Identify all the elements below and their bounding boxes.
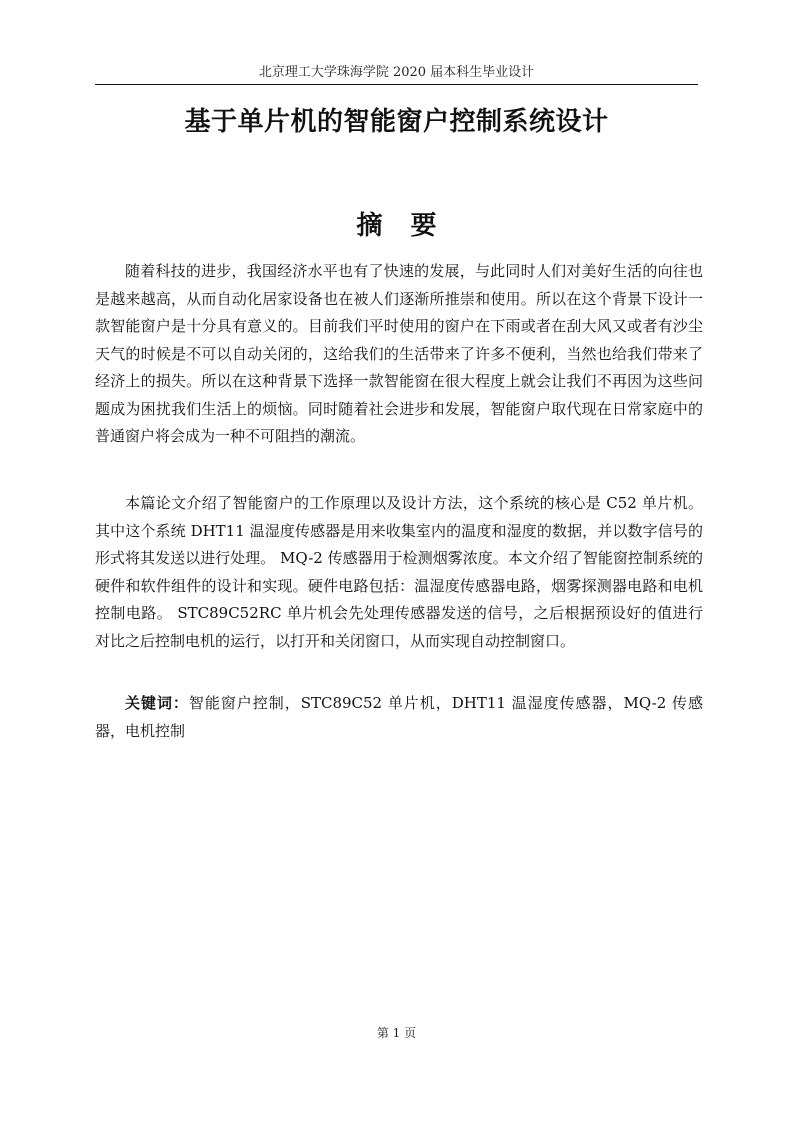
abstract-paragraph-1: 随着科技的进步，我国经济水平也有了快速的发展，与此同时人们对美好生活的向往也是越来越高，从而自动化居家设备也在被人们逐渐所推崇和使用。所以在这个背景下设计一款智能窗户是十分具有意义的。目前我们平时使用的窗户在下雨或者在刮大风又或者有沙尘天气的时候是不可以自动关闭的，这给我们的生活带来了许多不便利，当然也给我们带来了经济上的损失。所以在这种背景下选择一款智能窗在很大程度上就会让我们不再因为这些问题成为困扰我们生活上的烦恼。同时随着社会进步和发展，智能窗户取代现在日常家庭中的普通窗户将会成为一种不可阻挡的潮流。: [95, 262, 703, 445]
abstract-paragraph-2: 本篇论文介绍了智能窗户的工作原理以及设计方法，这个系统的核心是 C52 单片机。其中这个系统 DHT11 温湿度传感器是用来收集室内的温度和湿度的数据，并以数字信号的形式将其发送以进行处理。 MQ-2 传感器用于检测烟雾浓度。本文介绍了智能窗控制系统的硬件和软件组件的设计和实现。硬件电路包括：温湿度传感器电路，烟雾探测器电路和电机控制电路。 STC89C52RC 单片机会先处理传感器发送的信号，之后根据预设好的值进行对比之后控制电机的运行，以打开和关闭窗口，从而实现自动控制窗口。: [95, 494, 703, 650]
paper-title: 基于单片机的智能窗户控制系统设计: [184, 107, 609, 137]
abstract-heading: 摘要: [356, 211, 465, 241]
keywords-line: [95, 690, 703, 745]
page-number: 第 1 页: [376, 1026, 417, 1040]
header-divider: [95, 84, 698, 85]
keywords-label: 关键词：: [125, 694, 189, 712]
keywords-text: 智能窗户控制，STC89C52 单片机，DHT11 温湿度传感器，MQ-2 传感器，电机控制: [95, 694, 703, 740]
running-header: 北京理工大学珠海学院 2020 届本科生毕业设计: [258, 65, 535, 80]
